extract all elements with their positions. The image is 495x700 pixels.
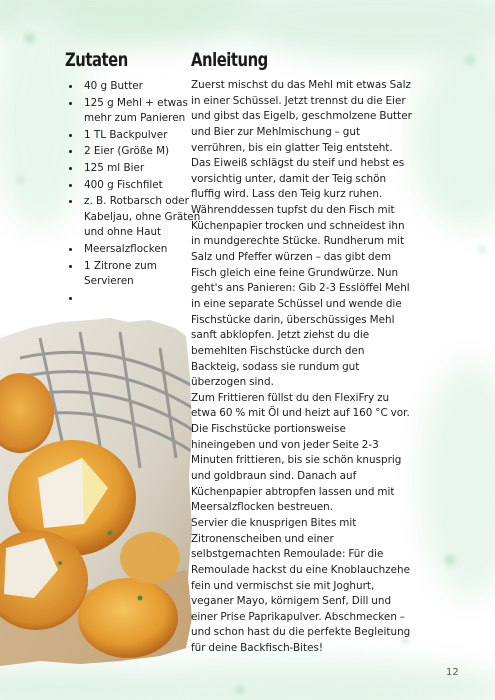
ingredients-list [67, 78, 202, 306]
list-item: • 2 Eier (Größe M) [82, 143, 202, 160]
list-item: • Meersalzflocken [82, 241, 202, 258]
instructions-heading: Anleitung [191, 49, 268, 71]
list-item: • 1 TL Backpulver [82, 127, 202, 144]
list-item [82, 290, 202, 307]
instructions-text [191, 78, 413, 657]
instruction-paragraph: Servier die knusprigen Bites mit Zitronenscheiben und einer selbstgemachten Remoulade: Für die Remoulade hackst du eine Knoblauchzehe fein und vermischst sie mit Joghurt, veganer Mayo, körnigem Senf, Dill und einer Prise Paprikapulver. Abschmecken – und schon hast du die perfekte Begleitung für deine Backfisch-Bites! [191, 516, 411, 655]
list-item: • 125 ml Bier [82, 160, 202, 177]
instruction-paragraph: Zum Frittieren füllst du den FlexiFry zu etwa 60 % mit Öl und heizt auf 160 °C vor. Die Fischstücke portionsweise hineingeben und von jeder Seite 2-3 Minuten frittieren, bis sie schön knusprig und goldbraun sind. Danach auf Küchenpapier abtropfen lassen und mit Meersalzflocken bestreuen. [191, 391, 410, 514]
list-item: • 125 g Mehl + etwas mehr zum Panieren [82, 95, 202, 127]
page-number: 12 [446, 667, 459, 678]
list-item: • 40 g Butter [82, 78, 202, 95]
list-item: • z. B. Rotbarsch oder Kabeljau, ohne Gräten und ohne Haut [82, 193, 202, 241]
list-item: • 400 g Fischfilet [82, 177, 202, 194]
ingredients-heading: Zutaten [65, 49, 128, 71]
list-item: • 1 Zitrone zum Servieren [82, 258, 202, 290]
instruction-paragraph: Zuerst mischst du das Mehl mit etwas Salz in einer Schüssel. Jetzt trennst du die Eier und gibst das Eigelb, geschmolzene Butter und Bier zur Mehlmischung – gut verrühren, bis ein glatter Teig entsteht. Das Eiweiß schlägst du steif und hebst es vorsichtig unter, damit der Teig schön fluffig wird. Lass den Teig kurz ruhen. Währenddessen tupfst du den Fisch mit Küchenpapier trocken und schneidest ihn in mundgerechte Stücke. Rundherum mit Salz und Pfeffer würzen – das gibt dem Fisch gleich eine feine Grundwürze. Nun geht's ans Panieren: Gib 2-3 Esslöffel Mehl in eine separate Schüssel und wende die Fischstücke darin, überschüssiges Mehl sanft abklopfen. Jetzt ziehst du die bemehlten Fischstücke durch den Backteig, sodass sie rundum gut überzogen sind. [191, 79, 412, 389]
fried-fish-photo [0, 318, 196, 668]
